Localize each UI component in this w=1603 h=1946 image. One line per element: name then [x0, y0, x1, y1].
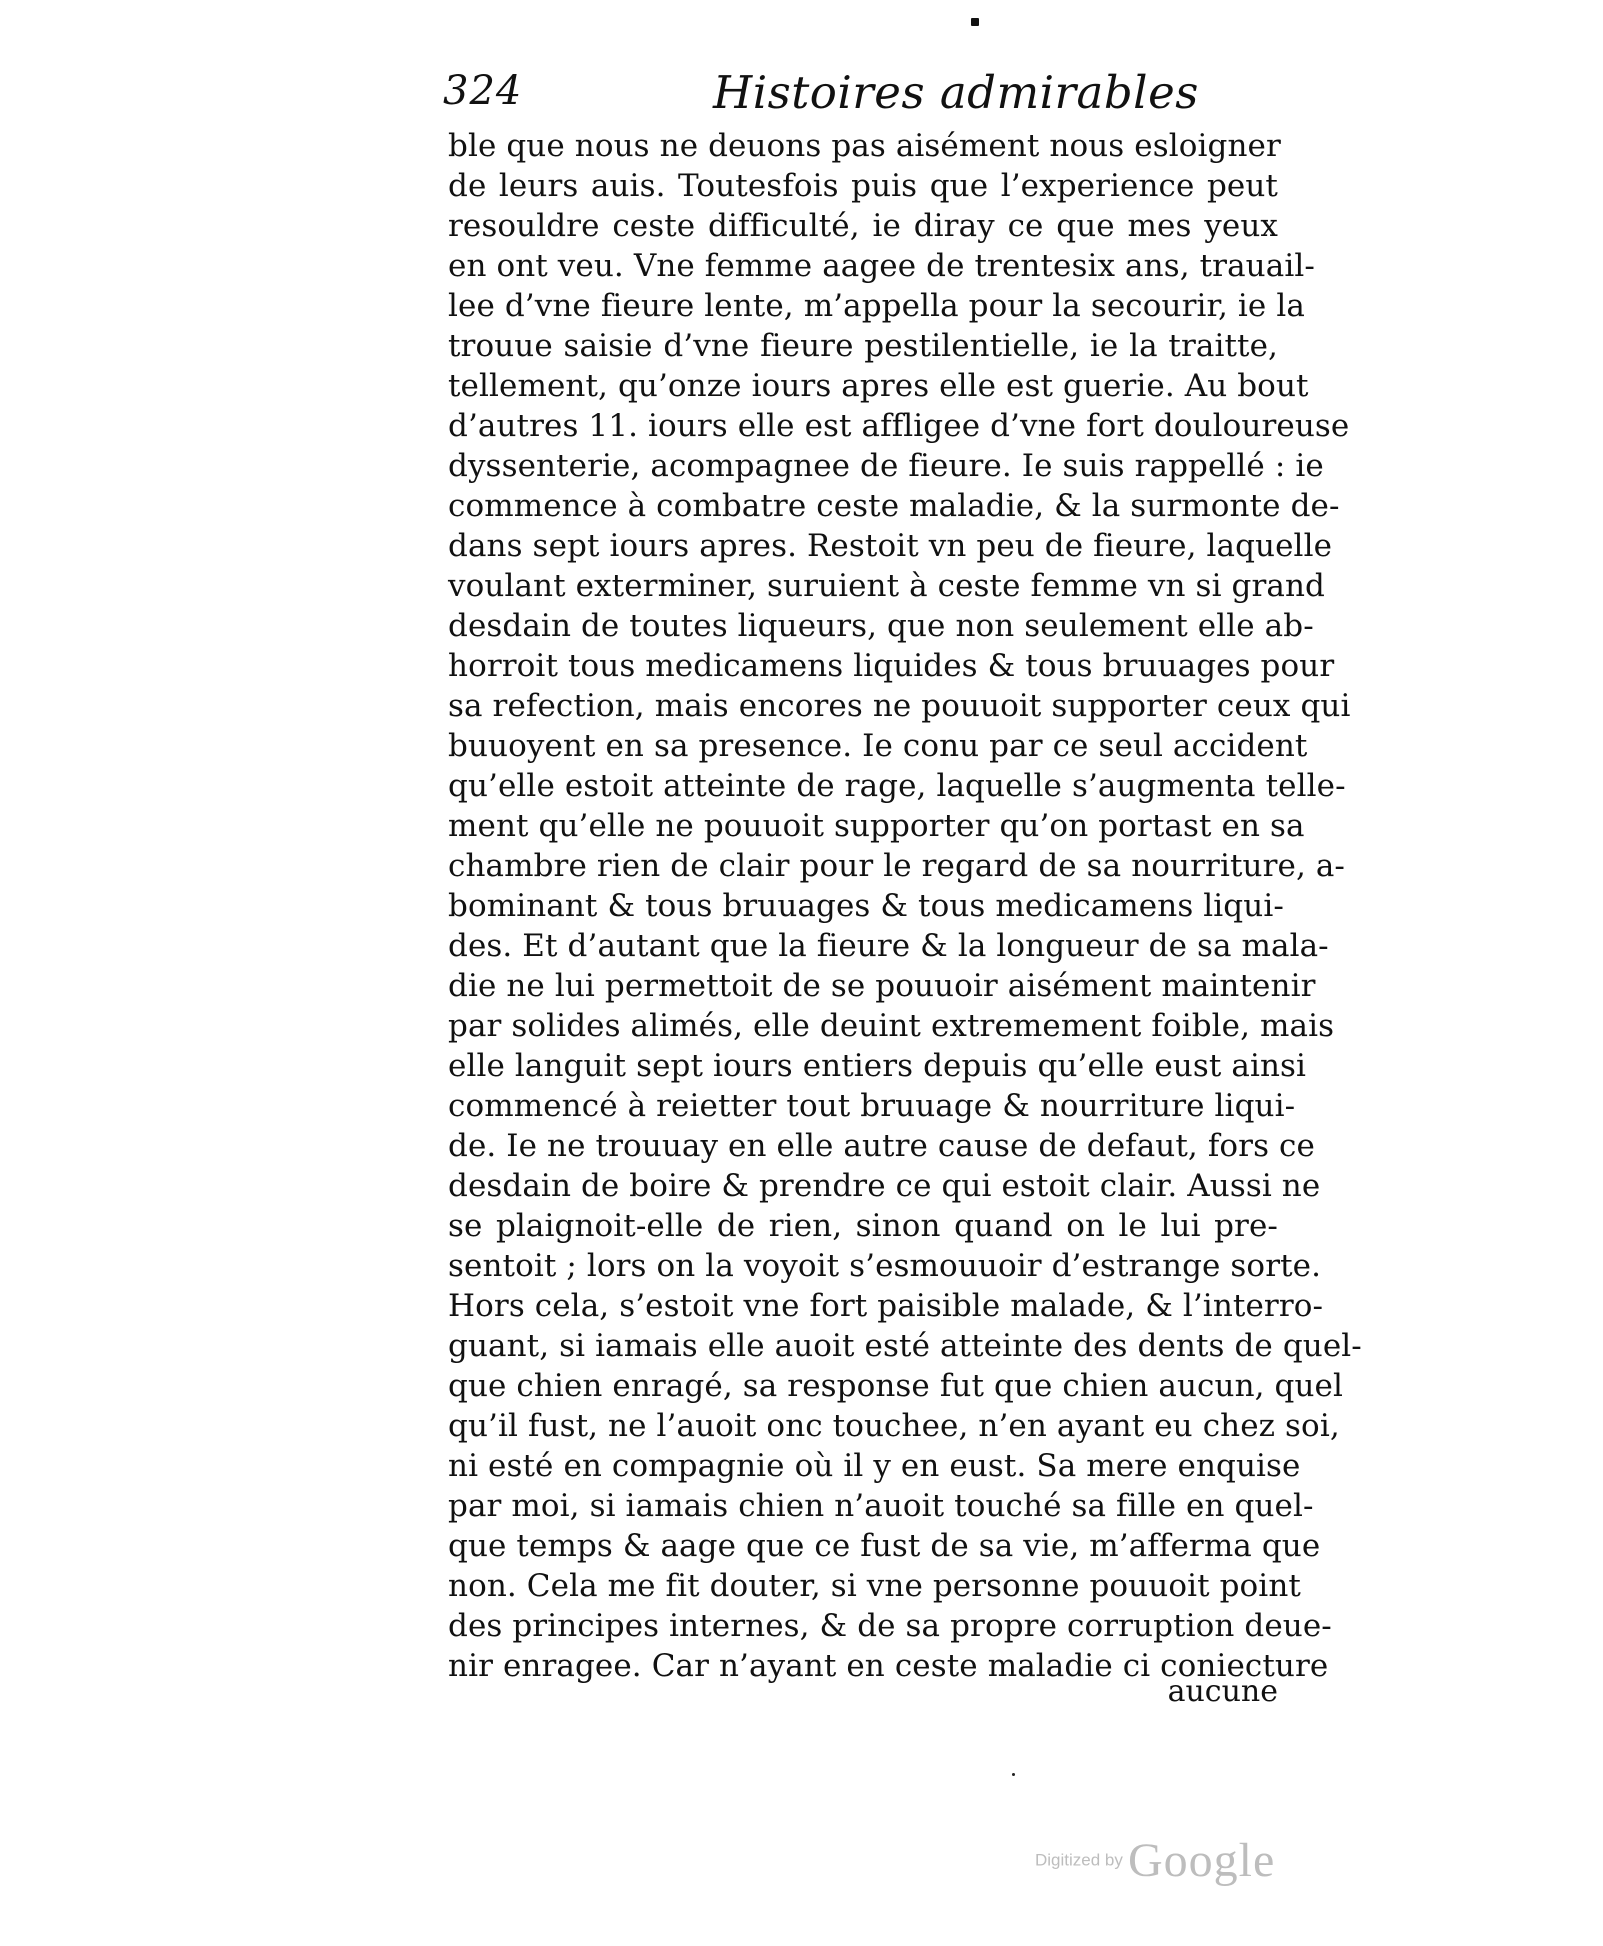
text-line: desdain de toutes liqueurs, que non seulement elle ab-	[448, 608, 1314, 644]
text-line: elle languit sept iours entiers depuis qu’elle eust ainsi	[448, 1048, 1307, 1084]
text-line: die ne lui permettoit de se pouuoir aisément maintenir	[448, 968, 1316, 1004]
text-line: qu’il fust, ne l’auoit onc touchee, n’en ayant eu chez soi,	[448, 1408, 1340, 1444]
text-line: commence à combatre ceste maladie, & la surmonte de-	[448, 488, 1340, 524]
text-line: buuoyent en sa presence. Ie conu par ce seul accident	[448, 728, 1308, 764]
text-line: que chien enragé, sa response fut que chien aucun, quel	[448, 1368, 1344, 1404]
text-line: qu’elle estoit atteinte de rage, laquelle s’augmenta telle-	[448, 768, 1346, 804]
text-line: chambre rien de clair pour le regard de sa nourriture, a-	[448, 848, 1346, 884]
text-line: ble que nous ne deuons pas aisément nous esloigner	[448, 128, 1281, 164]
text-line: nir enragee. Car n’ayant en ceste maladie ci coniecture	[448, 1648, 1329, 1684]
text-line: horroit tous medicamens liquides & tous bruuages pour	[448, 648, 1335, 684]
digitized-watermark	[1035, 1833, 1275, 1893]
watermark-prefix: Digitized by	[1035, 1850, 1123, 1870]
text-line: voulant exterminer, suruient à ceste femme vn si grand	[448, 568, 1325, 604]
text-line: dans sept iours apres. Restoit vn peu de fieure, laquelle	[448, 528, 1333, 564]
ink-speck	[971, 18, 979, 26]
text-line: desdain de boire & prendre ce qui estoit clair. Aussi ne	[448, 1168, 1321, 1204]
page-number: 324	[443, 68, 523, 114]
text-line: trouue saisie d’vne fieure pestilentielle, ie la traitte,	[448, 328, 1278, 364]
text-line: de leurs auis. Toutesfois puis que l’experience peut	[448, 168, 1278, 204]
text-line: commencé à reietter tout bruuage & nourriture liqui-	[448, 1088, 1296, 1124]
text-line: par moi, si iamais chien n’auoit touché sa fille en quel-	[448, 1488, 1314, 1524]
text-line: bominant & tous bruuages & tous medicamens liqui-	[448, 888, 1284, 924]
watermark-brand: Google	[1127, 1834, 1276, 1887]
text-line: se plaignoit-elle de rien, sinon quand on le lui pre-	[448, 1208, 1278, 1244]
text-line: ni esté en compagnie où il y en eust. Sa mere enquise	[448, 1448, 1301, 1484]
text-line: que temps & aage que ce fust de sa vie, m’afferma que	[448, 1528, 1321, 1564]
page-header	[443, 68, 1283, 128]
text-line: resouldre ceste difficulté, ie diray ce que mes yeux	[448, 208, 1278, 244]
catchword: aucune	[1167, 1674, 1278, 1709]
body-text	[448, 126, 1362, 1686]
text-line: dyssenterie, acompagnee de fieure. Ie suis rappellé : ie	[448, 448, 1324, 484]
ink-speck	[1012, 1773, 1015, 1776]
text-line: par solides alimés, elle deuint extremement foible, mais	[448, 1008, 1335, 1044]
text-line: non. Cela me fit douter, si vne personne pouuoit point	[448, 1568, 1301, 1604]
text-line: d’autres 11. iours elle est affligee d’vne fort douloureuse	[448, 408, 1350, 444]
text-line: des. Et d’autant que la fieure & la longueur de sa mala-	[448, 928, 1329, 964]
text-line: tellement, qu’onze iours apres elle est guerie. Au bout	[448, 368, 1309, 404]
text-line: de. Ie ne trouuay en elle autre cause de defaut, fors ce	[448, 1128, 1315, 1164]
text-line: sa refection, mais encores ne pouuoit supporter ceux qui	[448, 688, 1351, 724]
text-line: en ont veu. Vne femme aagee de trentesix ans, trauail-	[448, 248, 1315, 284]
catchword-row	[448, 1672, 1278, 1712]
running-head: Histoires admirables	[713, 66, 1199, 119]
text-line: lee d’vne fieure lente, m’appella pour la secourir, ie la	[448, 288, 1305, 324]
text-line: ment qu’elle ne pouuoit supporter qu’on portast en sa	[448, 808, 1305, 844]
text-line: sentoit ; lors on la voyoit s’esmouuoir d’estrange sorte.	[448, 1248, 1322, 1284]
text-line: guant, si iamais elle auoit esté atteinte des dents de quel-	[448, 1328, 1362, 1364]
text-line: des principes internes, & de sa propre corruption deue-	[448, 1608, 1332, 1644]
text-line: Hors cela, s’estoit vne fort paisible malade, & l’interro-	[448, 1288, 1324, 1324]
